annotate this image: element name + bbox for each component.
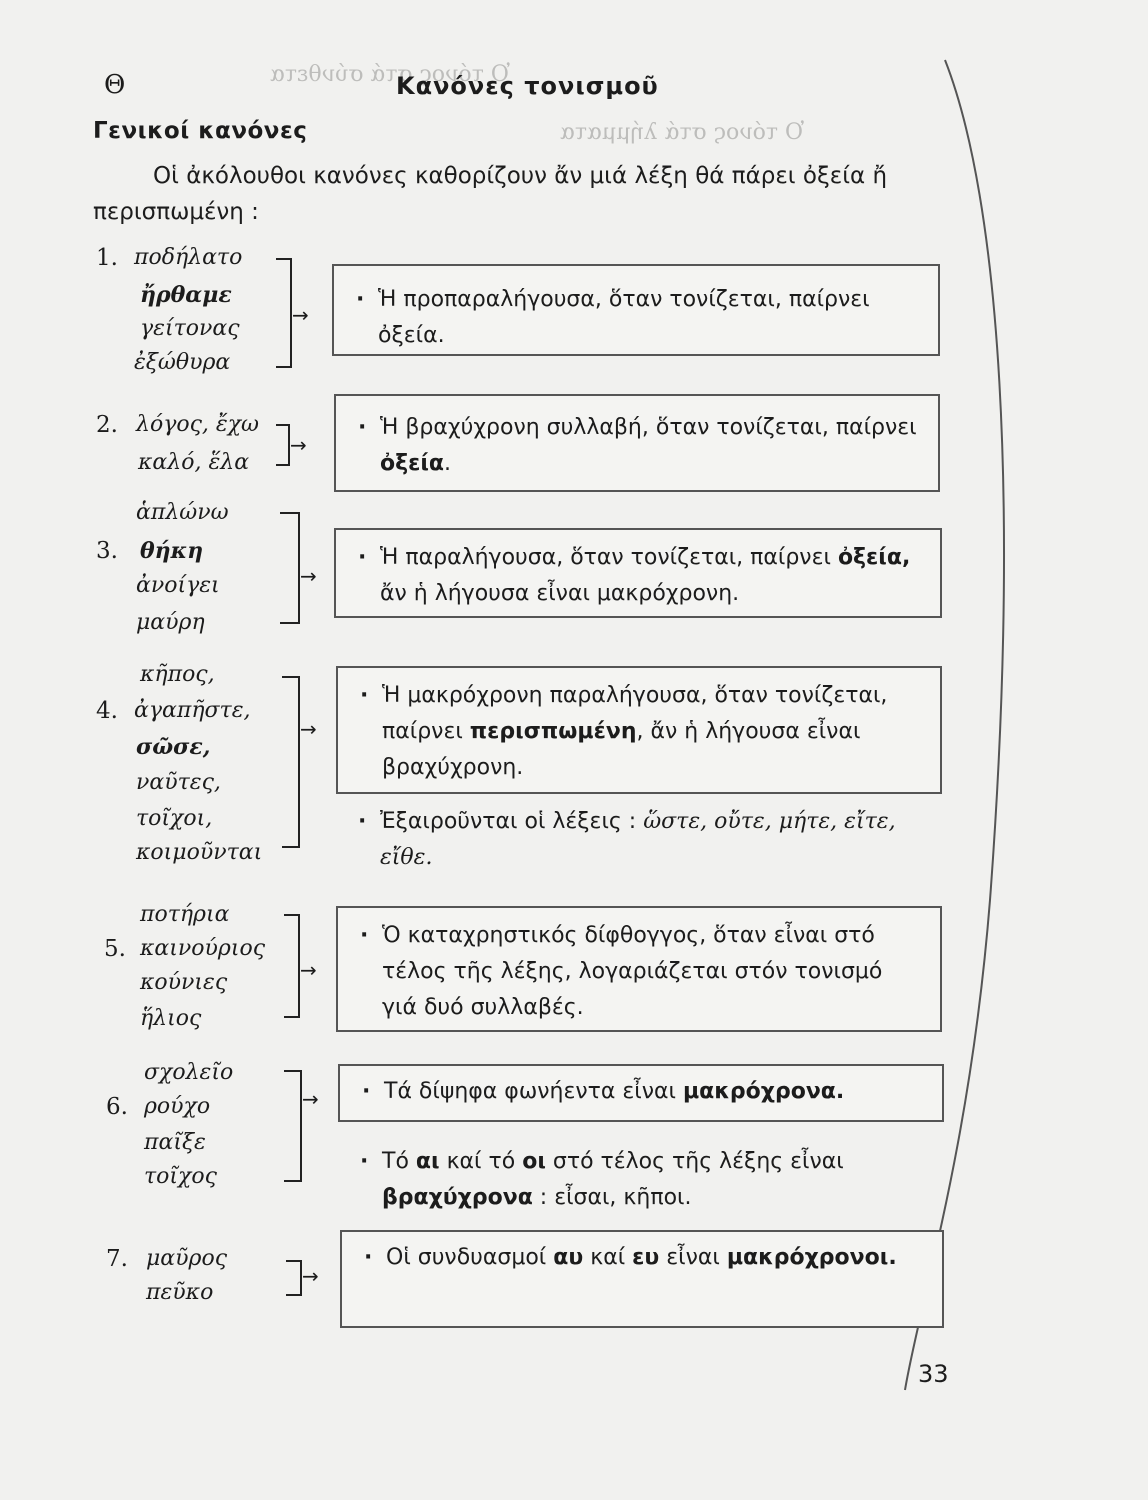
example-word: πεῦκο <box>146 1280 214 1305</box>
item-number: 4. <box>96 698 118 724</box>
example-word: κούνιες <box>140 970 228 995</box>
example-word: ἐξώθυρα <box>134 350 231 375</box>
example-word: κῆπος, <box>140 662 215 687</box>
page-number: 33 <box>918 1360 949 1388</box>
rule-box <box>336 906 942 1032</box>
example-word: μαῦρος <box>146 1246 228 1271</box>
note-text <box>338 1144 944 1216</box>
item-number: 5. <box>104 936 126 962</box>
page-title: Κανόνες τονισμοῦ <box>396 72 659 100</box>
rule-text: · Ἡ βραχύχρονη συλλαβή, ὅταν τονίζεται, παίρνει ὀξεία. <box>358 415 917 476</box>
rule-box <box>334 394 940 492</box>
arrow-icon: → <box>290 433 307 457</box>
example-word: λόγος, ἔχω <box>136 412 259 437</box>
example-word: μαύρη <box>136 610 205 635</box>
example-word: κοιμοῦνται <box>136 840 263 865</box>
example-word: γείτονας <box>140 316 240 341</box>
example-word: παῖξε <box>144 1130 206 1155</box>
bracket <box>284 1070 302 1182</box>
example-word: σχολεῖο <box>144 1060 234 1085</box>
section-subtitle: Γενικοί κανόνες <box>93 118 308 144</box>
item-number: 7. <box>106 1246 128 1272</box>
rule-box <box>338 1064 944 1122</box>
bracket <box>286 1260 302 1296</box>
example-word: ἥλιος <box>140 1006 202 1031</box>
arrow-icon: → <box>300 564 317 588</box>
example-word: ποδήλατο <box>134 245 243 270</box>
example-word: ρούχο <box>144 1094 211 1119</box>
rule-text: · Ἡ παραλήγουσα, ὅταν τονίζεται, παίρνει ὀξεία, ἄν ἡ λήγουσα εἶναι μακρόχρονη. <box>358 545 911 606</box>
bleed-through-text: Ὁ τόνος στά σύνθετα <box>270 62 510 87</box>
item-number: 6. <box>106 1094 128 1120</box>
rule-box <box>334 528 942 618</box>
intro-text: Οἱ ἀκόλουθοι κανόνες καθορίζουν ἄν μιά λέξη θά πάρει ὀξεία ἤ περισπωμένη : <box>93 163 888 225</box>
item-number: 1. <box>96 245 118 271</box>
item-number: 2. <box>96 412 118 438</box>
bracket <box>276 424 290 466</box>
bleed-through-text: Ὁ τόνος στά λήμματα <box>560 120 804 145</box>
example-word: ἀγαπῆστε, <box>134 698 251 723</box>
example-word: ναῦτες, <box>136 770 221 795</box>
bracket <box>284 914 300 1018</box>
item-number: 3. <box>96 538 118 564</box>
rule-box <box>336 666 942 794</box>
rule-text: · Οἱ συνδυασμοί αυ καί ευ εἶναι μακρόχρονοι. <box>364 1245 897 1270</box>
bracket <box>282 676 300 848</box>
bracket <box>280 512 300 624</box>
exception-note <box>336 804 942 876</box>
example-word: καλό, ἕλα <box>138 450 250 475</box>
example-word: καινούριος <box>140 936 266 961</box>
rule-text: · Ἡ μακρόχρονη παραλήγουσα, ὅταν τονίζεται, παίρνει περισπωμένη, ἄν ἡ λήγουσα εἶναι βραχύχρονη. <box>360 683 888 780</box>
arrow-icon: → <box>302 1087 319 1111</box>
rule-box <box>340 1230 944 1328</box>
bracket <box>276 258 292 368</box>
example-word: ἁπλώνω <box>136 500 229 525</box>
arrow-icon: → <box>300 717 317 741</box>
example-word: ποτήρια <box>140 902 230 927</box>
rule-text: · Ἡ προπαραλήγουσα, ὅταν τονίζεται, παίρνει ὀξεία. <box>356 287 870 348</box>
arrow-icon: → <box>292 303 309 327</box>
example-word: σῶσε, <box>136 734 211 760</box>
rule-text: · Ἐξαιροῦνται οἱ λέξεις : ὥστε, οὔτε, μήτε, εἴτε, εἴθε. <box>358 809 896 870</box>
rule-text: · Ὁ καταχρηστικός δίφθογγος, ὅταν εἶναι στό τέλος τῆς λέξης, λογαριάζεται στόν τονισμό γιά δυό συλλαβές. <box>360 923 883 1020</box>
rule-text: · Τό αι καί τό οι στό τέλος τῆς λέξης εἶναι βραχύχρονα : εἶσαι, κῆποι. <box>360 1149 844 1210</box>
example-word: θήκη <box>140 538 204 564</box>
arrow-icon: → <box>300 958 317 982</box>
example-word: τοῖχος <box>144 1164 217 1189</box>
rule-box <box>332 264 940 356</box>
example-word: τοῖχοι, <box>136 806 213 831</box>
arrow-icon: → <box>302 1264 319 1288</box>
rule-text: · Τά δίψηφα φωνήεντα εἶναι μακρόχρονα. <box>362 1079 845 1104</box>
example-word: ἀνοίγει <box>136 573 220 598</box>
example-word: ἤρθαμε <box>140 282 232 308</box>
section-symbol: Θ <box>104 70 126 100</box>
